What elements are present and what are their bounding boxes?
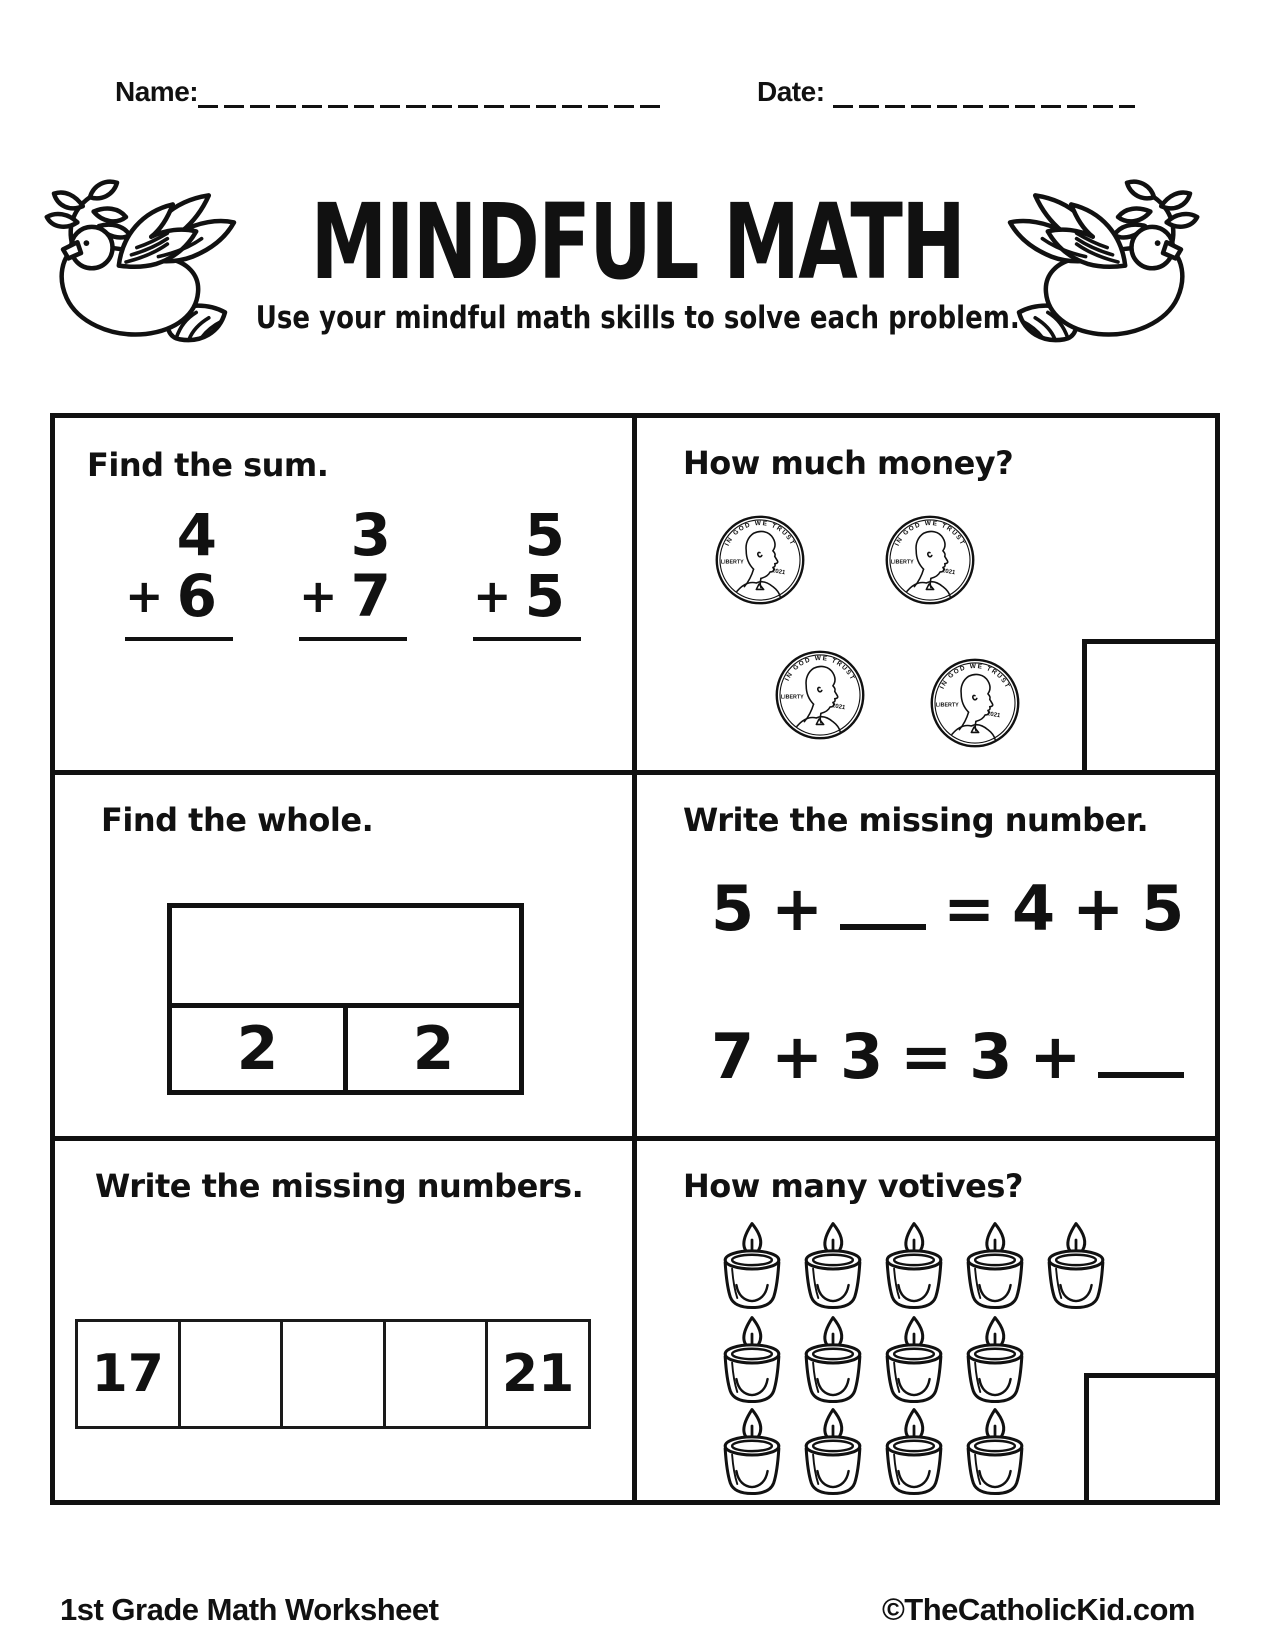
sequence-cell[interactable]: [178, 1319, 284, 1429]
sum-answer-line[interactable]: [299, 637, 407, 641]
votive-icon: [956, 1315, 1034, 1405]
plus-sign: +: [473, 568, 512, 623]
problem-cell-votives: [637, 1141, 1215, 1500]
name-write-line[interactable]: [198, 78, 660, 108]
problem-cell-find-sum: [55, 418, 637, 775]
sum-bottom-row: [473, 563, 581, 630]
worksheet-grid: [50, 413, 1220, 1505]
equation-token: 3: [840, 1020, 884, 1093]
sum-bottom-row: [125, 563, 233, 630]
votive-icon: [875, 1315, 953, 1405]
votive-icon: [875, 1221, 953, 1311]
date-write-line[interactable]: [833, 78, 1135, 108]
cell-label: How much money?: [683, 444, 1014, 482]
votive-row: [713, 1221, 1115, 1311]
page-title: MINDFUL MATH: [310, 181, 965, 303]
votive-icon: [713, 1221, 791, 1311]
equation-token: 3: [969, 1020, 1013, 1093]
votive-icon: [794, 1221, 872, 1311]
addend-top: 5: [524, 501, 565, 569]
sequence-cell[interactable]: [280, 1319, 386, 1429]
part-part-whole-diagram: [167, 903, 524, 1095]
number-sequence: [75, 1319, 591, 1429]
addend-bottom: 6: [176, 561, 217, 630]
equation-token: 5: [711, 872, 755, 945]
votive-row: [713, 1407, 1034, 1497]
cell-label: How many votives?: [683, 1167, 1023, 1205]
problem-cell-money: [637, 418, 1215, 775]
equation-token: +: [1072, 872, 1125, 945]
equation: [711, 872, 1185, 945]
votive-icon: [713, 1315, 791, 1405]
equation: [711, 1020, 1184, 1093]
addend-top: 4: [176, 501, 217, 569]
equation-token: 5: [1141, 872, 1185, 945]
sequence-cell[interactable]: [383, 1319, 489, 1429]
addend-bottom: 7: [350, 561, 391, 630]
part-value: 2: [412, 1014, 455, 1084]
sum-problem: [473, 502, 581, 641]
sequence-cell: 21: [485, 1319, 591, 1429]
equation-token: 4: [1012, 872, 1056, 945]
sum-answer-line[interactable]: [125, 637, 233, 641]
sum-problem: [299, 502, 407, 641]
penny-icon: [774, 649, 866, 741]
votive-icon: [713, 1407, 791, 1497]
equation-blank[interactable]: [1098, 1032, 1184, 1078]
sum-answer-line[interactable]: [473, 637, 581, 641]
problem-cell-find-whole: [55, 775, 637, 1141]
problem-cell-missing-numbers: [55, 1141, 637, 1500]
cell-label: Find the sum.: [87, 446, 329, 484]
votive-icon: [956, 1407, 1034, 1497]
votive-icon: [875, 1407, 953, 1497]
plus-sign: +: [125, 568, 164, 623]
page-subtitle: Use your mindful math skills to solve each problem.: [255, 300, 1020, 336]
name-label: Name:: [115, 76, 199, 107]
money-answer-box[interactable]: [1082, 639, 1215, 770]
cell-label: Write the missing numbers.: [95, 1167, 584, 1205]
sequence-cell: 17: [75, 1319, 181, 1429]
plus-sign: +: [299, 568, 338, 623]
cell-label: Write the missing number.: [683, 801, 1149, 839]
equation-token: =: [900, 1020, 953, 1093]
votive-row: [713, 1315, 1034, 1405]
addend-bottom: 5: [524, 561, 565, 630]
penny-icon: [884, 514, 976, 606]
footer-credit-right: ©TheCatholicKid.com: [881, 1592, 1195, 1627]
equation-token: +: [771, 1020, 824, 1093]
votives-answer-box[interactable]: [1084, 1373, 1215, 1500]
footer-credit-left: 1st Grade Math Worksheet: [60, 1592, 439, 1627]
equation-token: +: [771, 872, 824, 945]
votive-icon: [956, 1221, 1034, 1311]
votive-icon: [794, 1315, 872, 1405]
equation-token: =: [943, 872, 996, 945]
votive-icon: [794, 1407, 872, 1497]
cell-label: Find the whole.: [101, 801, 374, 839]
whole-box[interactable]: [172, 908, 519, 1008]
addend-top: 3: [350, 501, 391, 569]
penny-icon: [929, 657, 1021, 749]
parts-row: [172, 1008, 519, 1090]
sum-problem: [125, 502, 233, 641]
date-label: Date:: [757, 76, 825, 107]
problem-cell-missing-number: [637, 775, 1215, 1141]
votive-icon: [1037, 1221, 1115, 1311]
part-value: 2: [172, 1008, 348, 1090]
penny-icon: [714, 514, 806, 606]
sum-bottom-row: [299, 563, 407, 630]
equation-blank[interactable]: [840, 884, 926, 930]
equation-token: 7: [711, 1020, 755, 1093]
equation-token: +: [1029, 1020, 1082, 1093]
